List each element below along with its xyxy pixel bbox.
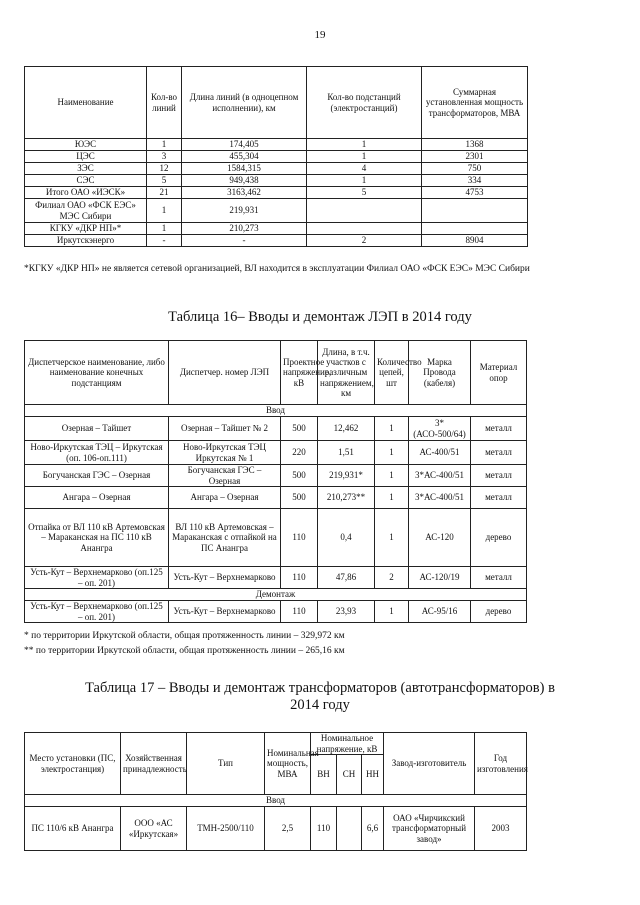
table-cell: АС-400/51: [409, 441, 471, 465]
table-cell: 3163,462: [182, 187, 307, 199]
header-cell: Проектное напряжение, кВ: [281, 341, 318, 405]
table-power-lines: [24, 340, 527, 623]
table-cell: 500: [281, 417, 318, 441]
header-cell: Диспетчерское наименование, либо наименование конечных подстанциям: [25, 341, 169, 405]
table-cell: 3*АС-400/51: [409, 487, 471, 509]
table-cell: 1: [307, 175, 422, 187]
table-cell: Ангара – Озерная: [25, 487, 169, 509]
table-cell: Усть-Кут – Верхнемарково (оп.125 – оп. 201): [25, 601, 169, 623]
table-row: [25, 187, 528, 199]
table-transformers: [24, 732, 527, 851]
table-row: [25, 487, 527, 509]
table-substations-summary: [24, 66, 528, 247]
table-cell: ООО «АС «Иркутская»: [121, 807, 187, 851]
table-cell: 2,5: [265, 807, 311, 851]
table17-caption-line-2: 2014 году: [290, 697, 350, 713]
table-cell: [337, 807, 362, 851]
table-cell: 3: [147, 151, 182, 163]
table-cell: 5: [147, 175, 182, 187]
table15-footnote: *КГКУ «ДКР НП» не является сетевой организацией, ВЛ находится в эксплуатации Филиал ОАО «ФСК ЕЭС» МЭС Сибири: [24, 264, 530, 274]
table-cell: 1,51: [318, 441, 375, 465]
table-cell: 2301: [422, 151, 528, 163]
table-cell: Иркутскэнерго: [25, 235, 147, 247]
table-cell: дерево: [471, 601, 527, 623]
table-row: [25, 235, 528, 247]
table-cell: 5: [307, 187, 422, 199]
section-label: Ввод: [25, 405, 527, 417]
table-cell: 210,273**: [318, 487, 375, 509]
table-cell: 750: [422, 163, 528, 175]
table-cell: Озерная – Тайшет № 2: [169, 417, 281, 441]
table-cell: 3*АС-400/51: [409, 465, 471, 487]
table-cell: 2003: [475, 807, 527, 851]
table-cell: 0,4: [318, 509, 375, 567]
table-cell: 219,931: [182, 199, 307, 223]
table-cell: 949,438: [182, 175, 307, 187]
table-header-row: [25, 67, 528, 139]
table-cell: [422, 199, 528, 223]
table-cell: 4753: [422, 187, 528, 199]
table-cell: 1: [375, 441, 409, 465]
header-cell: Суммарная установленная мощность трансформаторов, МВА: [422, 67, 528, 139]
header-cell: НН: [362, 755, 384, 795]
header-cell: Длина, в т.ч. участков с различным напряжением, км: [318, 341, 375, 405]
table-cell: 6,6: [362, 807, 384, 851]
header-cell: Место установки (ПС, электростанция): [25, 733, 121, 795]
header-cell: Диспетчер. номер ЛЭП: [169, 341, 281, 405]
header-cell: Год изготовления: [475, 733, 527, 795]
table-body: [25, 139, 528, 247]
table-row: [25, 139, 528, 151]
table-row: [25, 465, 527, 487]
table-cell: СЭС: [25, 175, 147, 187]
table-cell: 12: [147, 163, 182, 175]
table-cell: 23,93: [318, 601, 375, 623]
header-cell: Тип: [187, 733, 265, 795]
section-label: Демонтаж: [25, 589, 527, 601]
header-cell: Завод-изготовитель: [384, 733, 475, 795]
table-cell: 220: [281, 441, 318, 465]
table-cell: АС-120/19: [409, 567, 471, 589]
table-cell: металл: [471, 417, 527, 441]
table-cell: ЮЭС: [25, 139, 147, 151]
table-row: [25, 601, 527, 623]
table-cell: ПС 110/6 кВ Анангра: [25, 807, 121, 851]
table-cell: 1: [375, 601, 409, 623]
header-cell: Хозяйственная принадлежность: [121, 733, 187, 795]
section-row: [25, 405, 527, 417]
table-cell: АС-120: [409, 509, 471, 567]
table-cell: АС-95/16: [409, 601, 471, 623]
table-row: [25, 223, 528, 235]
table16-footnote-2: ** по территории Иркутской области, общая протяженность линии – 265,16 км: [24, 646, 345, 656]
table-cell: ЦЭС: [25, 151, 147, 163]
table-cell: Усть-Кут – Верхнемарково: [169, 601, 281, 623]
table-row: [25, 807, 527, 851]
table-cell: металл: [471, 567, 527, 589]
header-cell: Материал опор: [471, 341, 527, 405]
table-cell: 174,405: [182, 139, 307, 151]
table-cell: Усть-Кут – Верхнемарково: [169, 567, 281, 589]
table-cell: 500: [281, 487, 318, 509]
table-cell: 2: [307, 235, 422, 247]
table-row: [25, 441, 527, 465]
table-cell: КГКУ «ДКР НП»*: [25, 223, 147, 235]
table-cell: ВЛ 110 кВ Артемовская – Мараканская с отпайкой на ПС Анангра: [169, 509, 281, 567]
table-cell: [422, 223, 528, 235]
table-cell: ЗЭС: [25, 163, 147, 175]
table-cell: 1: [147, 223, 182, 235]
table-cell: Богучанская ГЭС – Озерная: [25, 465, 169, 487]
header-cell: Количество цепей, шт: [375, 341, 409, 405]
table-cell: 1: [375, 487, 409, 509]
section-row: [25, 589, 527, 601]
table-cell: Филиал ОАО «ФСК ЕЭС» МЭС Сибири: [25, 199, 147, 223]
table-cell: Озерная – Тайшет: [25, 417, 169, 441]
table-cell: 1: [307, 139, 422, 151]
table-cell: 334: [422, 175, 528, 187]
header-cell: Длина линий (в одноцепном исполнении), км: [182, 67, 307, 139]
table-cell: 110: [281, 509, 318, 567]
table-row: [25, 175, 528, 187]
table-cell: 1: [147, 139, 182, 151]
table-cell: Усть-Кут – Верхнемарково (оп.125 – оп. 201): [25, 567, 169, 589]
table-cell: 455,304: [182, 151, 307, 163]
table-cell: [307, 223, 422, 235]
table-row: [25, 417, 527, 441]
header-cell: Наименование: [25, 67, 147, 139]
table-cell: металл: [471, 441, 527, 465]
table-cell: дерево: [471, 509, 527, 567]
header-cell: Номинальное напряжение, кВ: [311, 733, 384, 755]
table16-footnote-1: * по территории Иркутской области, общая протяженность линии – 329,972 км: [24, 631, 345, 641]
header-cell: Кол-во линий: [147, 67, 182, 139]
table-cell: 47,86: [318, 567, 375, 589]
table-cell: 1: [147, 199, 182, 223]
table-body: [25, 795, 527, 851]
table-cell: Ново-Иркутская ТЭЦ – Иркутская (оп. 106-оп.111): [25, 441, 169, 465]
table-cell: ОАО «Чирчикский трансформаторный завод»: [384, 807, 475, 851]
header-cell: Номинальная мощность, МВА: [265, 733, 311, 795]
table-cell: 210,273: [182, 223, 307, 235]
header-cell: СН: [337, 755, 362, 795]
table16-caption: Таблица 16– Вводы и демонтаж ЛЭП в 2014 году: [168, 309, 472, 325]
table17-caption-line-1: Таблица 17 – Вводы и демонтаж трансформаторов (автотрансформаторов) в: [85, 680, 555, 696]
section-row: [25, 795, 527, 807]
page-number: 19: [314, 29, 326, 41]
table-cell: Отпайка от ВЛ 110 кВ Артемовская – Мараканская на ПС 110 кВ Анангра: [25, 509, 169, 567]
table-cell: 1368: [422, 139, 528, 151]
table-header-row: [25, 733, 527, 755]
table-header-row: [25, 341, 527, 405]
header-cell: Кол-во подстанций (электростанций): [307, 67, 422, 139]
section-label: Ввод: [25, 795, 527, 807]
table-cell: 1: [307, 151, 422, 163]
table-cell: 1: [375, 465, 409, 487]
table-cell: -: [182, 235, 307, 247]
table-cell: металл: [471, 465, 527, 487]
header-cell: ВН: [311, 755, 337, 795]
table-cell: 500: [281, 465, 318, 487]
table-row: [25, 199, 528, 223]
table-cell: ТМН-2500/110: [187, 807, 265, 851]
table-cell: 21: [147, 187, 182, 199]
table-cell: металл: [471, 487, 527, 509]
table-cell: 4: [307, 163, 422, 175]
header-cell: Марка Провода (кабеля): [409, 341, 471, 405]
table-cell: [307, 199, 422, 223]
table-cell: -: [147, 235, 182, 247]
table-body: [25, 405, 527, 623]
table-row: [25, 151, 528, 163]
table-cell: 1: [375, 509, 409, 567]
table-cell: 110: [281, 601, 318, 623]
table-cell: 12,462: [318, 417, 375, 441]
table-cell: 1: [375, 417, 409, 441]
table-row: [25, 567, 527, 589]
table-cell: Богучанская ГЭС – Озерная: [169, 465, 281, 487]
table-row: [25, 509, 527, 567]
table-cell: 8904: [422, 235, 528, 247]
table-cell: 2: [375, 567, 409, 589]
table-cell: 110: [311, 807, 337, 851]
table-cell: 110: [281, 567, 318, 589]
table-cell: Ново-Иркутская ТЭЦ Иркутская № 1: [169, 441, 281, 465]
table-cell: Ангара – Озерная: [169, 487, 281, 509]
table-cell: 3*(АСО-500/64): [409, 417, 471, 441]
table-cell: Итого ОАО «ИЭСК»: [25, 187, 147, 199]
table-cell: 219,931*: [318, 465, 375, 487]
table-cell: 1584,315: [182, 163, 307, 175]
table-row: [25, 163, 528, 175]
